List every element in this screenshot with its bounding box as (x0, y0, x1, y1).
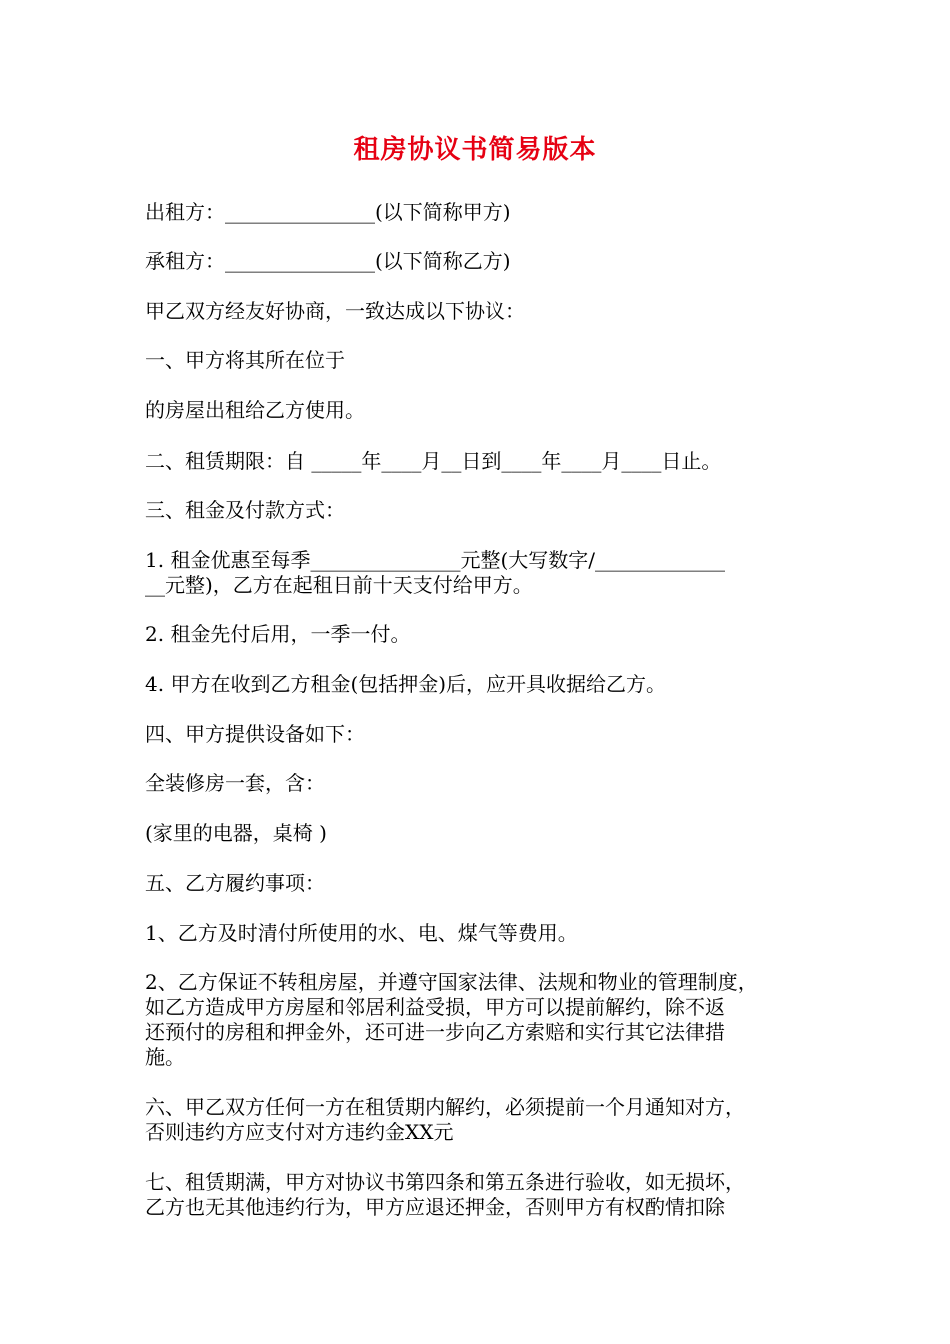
clause-6-line-2: 否则违约方应支付对方违约金XX元 (145, 1120, 454, 1144)
clause-7-line-1: 七、租赁期满，甲方对协议书第四条和第五条进行验收，如无损坏， (145, 1170, 745, 1194)
clause-2-lease-term: 二、租赁期限：自 _____年____月__日到____年____月____日止。 (145, 449, 722, 473)
clause-3-item-1-line-2: __元整)，乙方在起租日前十天支付给甲方。 (145, 573, 533, 597)
document-title: 租房协议书简易版本 (353, 135, 597, 165)
clause-5-item-2-line-2: 如乙方造成甲方房屋和邻居利益受损，甲方可以提前解约，除不返 (145, 995, 725, 1019)
clause-4-item-1: 全装修房一套，含： (145, 771, 325, 795)
clause-3-item-1-line-1: 1. 租金优惠至每季_______________元整(大写数字/_____________ (145, 548, 725, 572)
clause-5-item-2-line-3: 还预付的房租和押金外，还可进一步向乙方索赔和实行其它法律措 (145, 1020, 725, 1044)
clause-4-heading: 四、甲方提供设备如下： (145, 722, 365, 746)
clause-5-item-1: 1、乙方及时清付所使用的水、电、煤气等费用。 (145, 921, 578, 945)
clause-1-line-2: 的房屋出租给乙方使用。 (145, 398, 365, 422)
lessor-line: 出租方：_______________(以下简称甲方) (145, 200, 511, 224)
clause-5-item-2-line-4: 施。 (145, 1045, 185, 1069)
clause-3-item-4: 4. 甲方在收到乙方租金(包括押金)后，应开具收据给乙方。 (145, 672, 667, 696)
clause-1-line-1: 一、甲方将其所在位于 (145, 348, 345, 372)
clause-7-line-2: 乙方也无其他违约行为，甲方应退还押金，否则甲方有权酌情扣除 (145, 1195, 725, 1219)
clause-4-item-2: (家里的电器，桌椅 ) (145, 821, 327, 845)
lessee-line: 承租方：_______________(以下简称乙方) (145, 249, 511, 273)
clause-6-line-1: 六、甲乙双方任何一方在租赁期内解约，必须提前一个月通知对方， (145, 1095, 745, 1119)
agreement-intro: 甲乙双方经友好协商，一致达成以下协议： (145, 299, 525, 323)
clause-3-item-2: 2. 租金先付后用，一季一付。 (145, 622, 411, 646)
clause-3-heading: 三、租金及付款方式： (145, 498, 345, 522)
clause-5-heading: 五、乙方履约事项： (145, 871, 325, 895)
clause-5-item-2-line-1: 2、乙方保证不转租房屋，并遵守国家法律、法规和物业的管理制度， (145, 970, 758, 994)
